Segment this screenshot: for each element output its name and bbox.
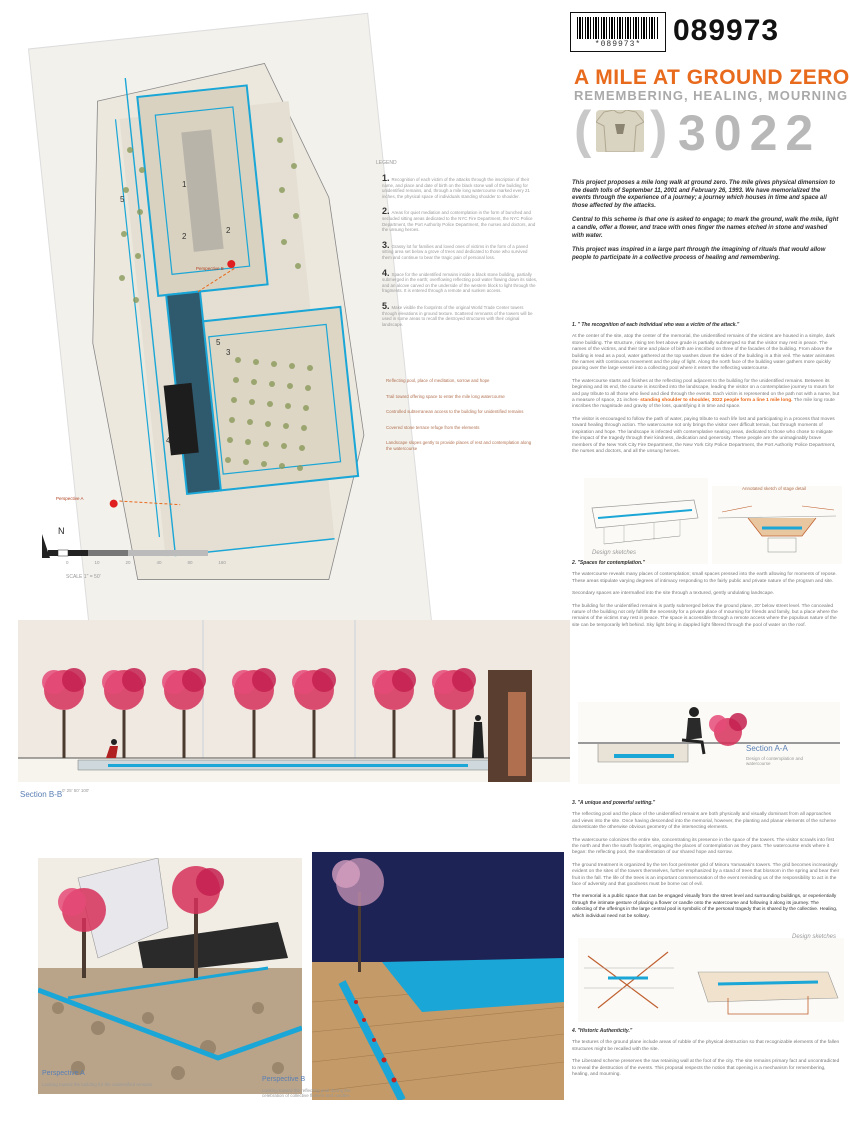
tree-trunk — [393, 710, 396, 758]
scale-label: SCALE 1" = 50' — [66, 574, 101, 580]
paren-open: ( — [574, 101, 592, 159]
entry-number: 089973 — [673, 14, 780, 47]
section-1-text — [572, 322, 840, 461]
section-aa-drawing — [578, 702, 840, 784]
perspective-a-caption: Looking toward the building for the unidentified remains — [42, 1082, 153, 1087]
legend-item — [382, 239, 538, 261]
body-text: The watercourse starts and finishes at the reflecting pool adjacent to the building for the unidentified remains. Between its beginning and its end, the course is inscribed into the landscape, leading the visitor on a contemplative journey to mourn for and pay tribute to all those who lived and died through the events. Each victim is represented on the path not with a name, but a measure of space, 21 inches- — [572, 378, 840, 404]
sketch-note: Annotated sketch of stage detail — [742, 486, 807, 491]
scale-tick: 40 — [156, 560, 162, 565]
section-heading: 4. "Historic Authenticity." — [572, 1028, 633, 1034]
section-2-text — [572, 560, 840, 635]
perspective-a-marker-label: Perspective A — [56, 496, 84, 501]
intro-paragraph: This project was inspired in a large part through the imagining of rituals that would allow people to participate in a collective process of healing and remembering. — [572, 247, 826, 261]
body-paragraph: The building for the unidentified remains is partly submerged below the ground plane, 20' below street level. The concealed nature of the building not only fulfills the necessity for a private place of mourning for friends and family, but a place where the remains of the victims may rest in peace. The space is accessible through a remote access where the populous nature of the site can be temporarily left behind. Sky light bring in dappled light filtered through the pool of water on the roof. — [572, 603, 838, 628]
paren-close: ) — [650, 101, 668, 159]
legend-text: Areas for quiet mediation and contemplation in the form of bunched and secluded sitting areas dedicated to the NYC Fire Department, the NYC Police Department, the Port Authority Police Department, the nurses and doctors, and the unsung heroes. — [382, 210, 536, 233]
page-title: A MILE AT GROUND ZERO — [574, 66, 850, 89]
plan-number-label: 5 — [120, 195, 125, 204]
body-paragraph: Secondary spaces are intermalled into the site through a textured, gently undulating landscape. — [572, 591, 775, 597]
scale-tick: 160 — [218, 560, 226, 565]
scale-tick: 0 — [66, 560, 69, 565]
sketch-label: Design sketches — [792, 934, 837, 940]
section-bb-scale: 0' 25' 50' 100' — [62, 788, 90, 793]
section-3-text — [572, 800, 840, 926]
body-paragraph: The textures of the ground plane include areas of rubble of the physical destruction so that recognizable elements of the fallen structures might be recalled with the site. — [572, 1040, 840, 1052]
legend-number: 2. — [382, 206, 390, 217]
tree-trunk — [63, 710, 66, 758]
tree-canopy — [392, 668, 416, 692]
legend-text: Recognition of each victim of the attacks through the inscription of their name, and place and date of birth on the black stone wall of the building for unidentified remains, and, through a mile long watercourse marked every 21 inches, the physical space of individuals standing shoulder to shoulder. — [382, 177, 530, 199]
legend-symbol-item: Trail toward offering space to enter the mile long watercourse — [386, 393, 505, 399]
section-heading: 3. "A unique and powerful setting." — [572, 800, 656, 806]
legend-symbol-item: Reflecting pool, place of meditation, sorrow and hope — [386, 378, 490, 383]
site-plan — [50, 30, 380, 590]
legend-number: 4. — [382, 267, 390, 278]
page-subtitle: REMEMBERING, HEALING, MOURNING — [574, 88, 849, 103]
body-paragraph: The memorial is a public space that can be engaged visually from the street level and surrounding buildings, or experientially through the intimate gesture of placing a flower or candle onto the watercourse and following it along its journey. The collecting of the offerings in the large central pool is symbolic of the personal tragedy that is shared by the collective. Healing, which individual need not be solitary. — [572, 894, 838, 919]
plan-number-label: 2 — [182, 232, 187, 241]
plan-number-label: 2 — [226, 226, 231, 235]
tree-canopy — [452, 668, 476, 692]
perspective-b-caption: Looking toward the reflecting pool during the celebration of collective flowers and candles — [262, 1088, 351, 1098]
tree-canopy — [252, 668, 276, 692]
body-paragraph — [572, 379, 840, 411]
plan-number-label: 5 — [216, 338, 221, 347]
section-4-text — [572, 1028, 840, 1084]
tree-trunk — [183, 710, 186, 758]
body-paragraph: The reflecting pool and the place of the unidentified remains are both physically and visually dominant from all approaches and views into the site. Once having descended into the memorial, however, the planting and planar elements of the scheme domesticate the otherwise obvious geometry of the intersecting elements. — [572, 812, 836, 831]
legend-text: Grassy lot for families and loved ones of victims in the form of a paved sitting area set below a grove of trees and dedicated to those who survived them and continue to bear the tragic pain of personal loss. — [382, 243, 528, 260]
tree-canopy — [122, 668, 146, 692]
section-aa-label: Section A-A — [746, 744, 788, 753]
plan-number-label: 3 — [226, 348, 231, 357]
body-paragraph: The ground treatment is organized by the ten foot perimeter grid of Minoru Yamasaki's towers. The grid becomes increasingly evident on the sites of the towers themselves, further emphasized by a stand of trees that blossom in the spring and bear their fruit in the fall. The life of the trees is an important commemoration of the event reminding us of the responsibility to act in the face of adversity and that goodness must be borne out of evil. — [572, 862, 840, 888]
body-text: The mile long route inscribes the magnitude and gravity of the loss, quantifying it in time and space. — [572, 398, 835, 410]
barcode-text: *089973* — [594, 40, 642, 49]
legend-text: Make visible the footprints of the original World Trade Center towers through elevations in ground texture. Scattered remnants of the towers will be used in some areas to recall the destroyed structures with their original landscape. — [382, 304, 533, 327]
scale-tick: 80 — [187, 560, 193, 565]
legend-number: 1. — [382, 173, 390, 183]
tree-trunk — [313, 710, 316, 758]
intro-text — [572, 180, 840, 269]
scale-tick: 10 — [94, 560, 100, 565]
legend-symbols — [382, 378, 532, 462]
legend-item — [382, 267, 538, 294]
body-paragraph: The Liberated scheme preserves the raw retaining wall at the foot of the city. The site remains primary fact and uncontradicted to reveal the destruction of the events. This proposal respects the notion that opening is a mechanism for remembering, healing, and mourning. — [572, 1059, 840, 1078]
perspective-a-label: Perspective A — [42, 1070, 85, 1077]
scale-ticks — [66, 560, 226, 565]
legend-item — [382, 300, 538, 327]
perspective-b-marker-label: Perspective B — [196, 266, 224, 271]
scale-tick: 20 — [125, 560, 131, 565]
legend-text: Space for the unidentified remains inside a black stone building, partially submerged in the earth; overflowing reflecting pool water flowing down its sides, and an alcove carved on the underside of the western block to light through the fragments. It is entered through a remote and sunken access. — [382, 271, 538, 294]
design-sketch-right — [712, 486, 842, 564]
design-sketch-left — [584, 478, 708, 564]
tree-trunk — [123, 710, 126, 758]
legend-item — [382, 173, 538, 199]
perspective-b-label: Perspective B — [262, 1076, 306, 1083]
body-paragraph: The watercourse colonizes the entire site, concentrating its presence in the space of the towers. The visitor scrawls into first the north and then the south footprint, engaging the places of contemplation as they pass. The watercourse ends where it began: the reflecting pool, the manifestation of our shared hope and sorrow. — [572, 837, 834, 856]
tree-trunk — [253, 710, 256, 758]
intro-paragraph: This project proposes a mile long walk at ground zero. The mile gives physical dimension to the death tolls of September 11, 2001 and February 26, 1993. We have memorialized the events through the experience of a journey; a journey which houses in time and space all those affected by the attacks. — [572, 180, 836, 209]
plan-number-label: 1 — [182, 180, 187, 189]
body-paragraph: At the center of the site, atop the center of the memorial, the unidentified remains of the victims are housed in a simple, dark stone building. The structure, rising ten feet above grade is partially submerged so that the visitor may rest in peace. The names of the victims, and their time and place of birth are inscribed on three of the facades of the building. From above the building is read as a pool, water gathered at the top washes down the sides of the building in a thin veil. The water animates the names with continuous movement and the play of light. Along the north face of the building water gathers more quickly pouring over the large vessel into a collecting pool where it enters the reflecting watercourse. — [572, 334, 835, 372]
legend-number: 5. — [382, 300, 390, 311]
emblem — [574, 101, 672, 159]
section-aa-caption: Design of contemplation and watercourse — [746, 756, 804, 766]
legend-symbol-item: Covered stone terrace refuge from the elements — [386, 424, 480, 430]
section-bb-label: Section B-B — [20, 790, 63, 799]
body-paragraph: The watercourse reveals many places of contemplation; small spaces pressed into the earth allowing for moments of repose. These areas stipulate varying degrees of intimacy responding to the fairly public and private nature of the program and site. — [572, 572, 837, 584]
legend-number: 3. — [382, 239, 390, 250]
entry-count: 3022 — [678, 105, 822, 161]
barcode-bars — [577, 17, 659, 39]
section-bb-drawing — [18, 620, 570, 782]
perspective-a-image — [38, 858, 302, 1094]
body-paragraph: The visitor is encouraged to follow the path of water, paying tribute to each life lost and participating in a process that moves toward healing through action. The watercourse not only brings the visitor over difficult terrain, but through moments of inspiration and hope. The landscape is infected with contemplative seating areas, dedicated to those who chose to mitigate the impact of the tragedy through their kindness, dedication and generosity. These people are the unimaginably brave members of the New York City Fire Department, the New York City Police Department, the Port Authority Police Department, the nurses and doctors, and all the unsung heroes. — [572, 416, 836, 454]
section-heading: 2. "Spaces for contemplation." — [572, 560, 645, 566]
intro-paragraph: Central to this scheme is that one is asked to engage; to mark the ground, walk the mile, light a candle, offer a flower, and trace with ones finger the names etched in stone and washed with water. — [572, 217, 839, 239]
tree-canopy — [312, 668, 336, 692]
sketch-label: Design sketches — [592, 550, 637, 556]
highlight-text: standing shoulder to shoulder, 3022 people form a line 1 mile long. — [640, 398, 793, 404]
legend — [382, 173, 538, 337]
tshirt-emblem-icon — [596, 110, 644, 152]
perspective-b-image — [312, 852, 564, 1100]
barcode — [570, 12, 666, 52]
legend-symbol-item: Controlled subterranean access to the building for unidentified remains — [386, 409, 524, 415]
design-sketch-bottom — [578, 934, 844, 1022]
tree-canopy — [182, 668, 206, 692]
plan-number-label: 4 — [166, 436, 171, 445]
legend-item — [382, 206, 538, 233]
tree-canopy — [62, 668, 86, 692]
legend-title: LEGEND — [376, 160, 397, 166]
tree-trunk — [453, 710, 456, 758]
section-heading: 1. " The recognition of each individual who was a victim of the attack." — [572, 322, 740, 328]
north-label: N — [58, 526, 65, 536]
legend-symbol-item: Landscape slopes gently to provide places of rest and contemplation along the watercourse — [386, 440, 532, 451]
